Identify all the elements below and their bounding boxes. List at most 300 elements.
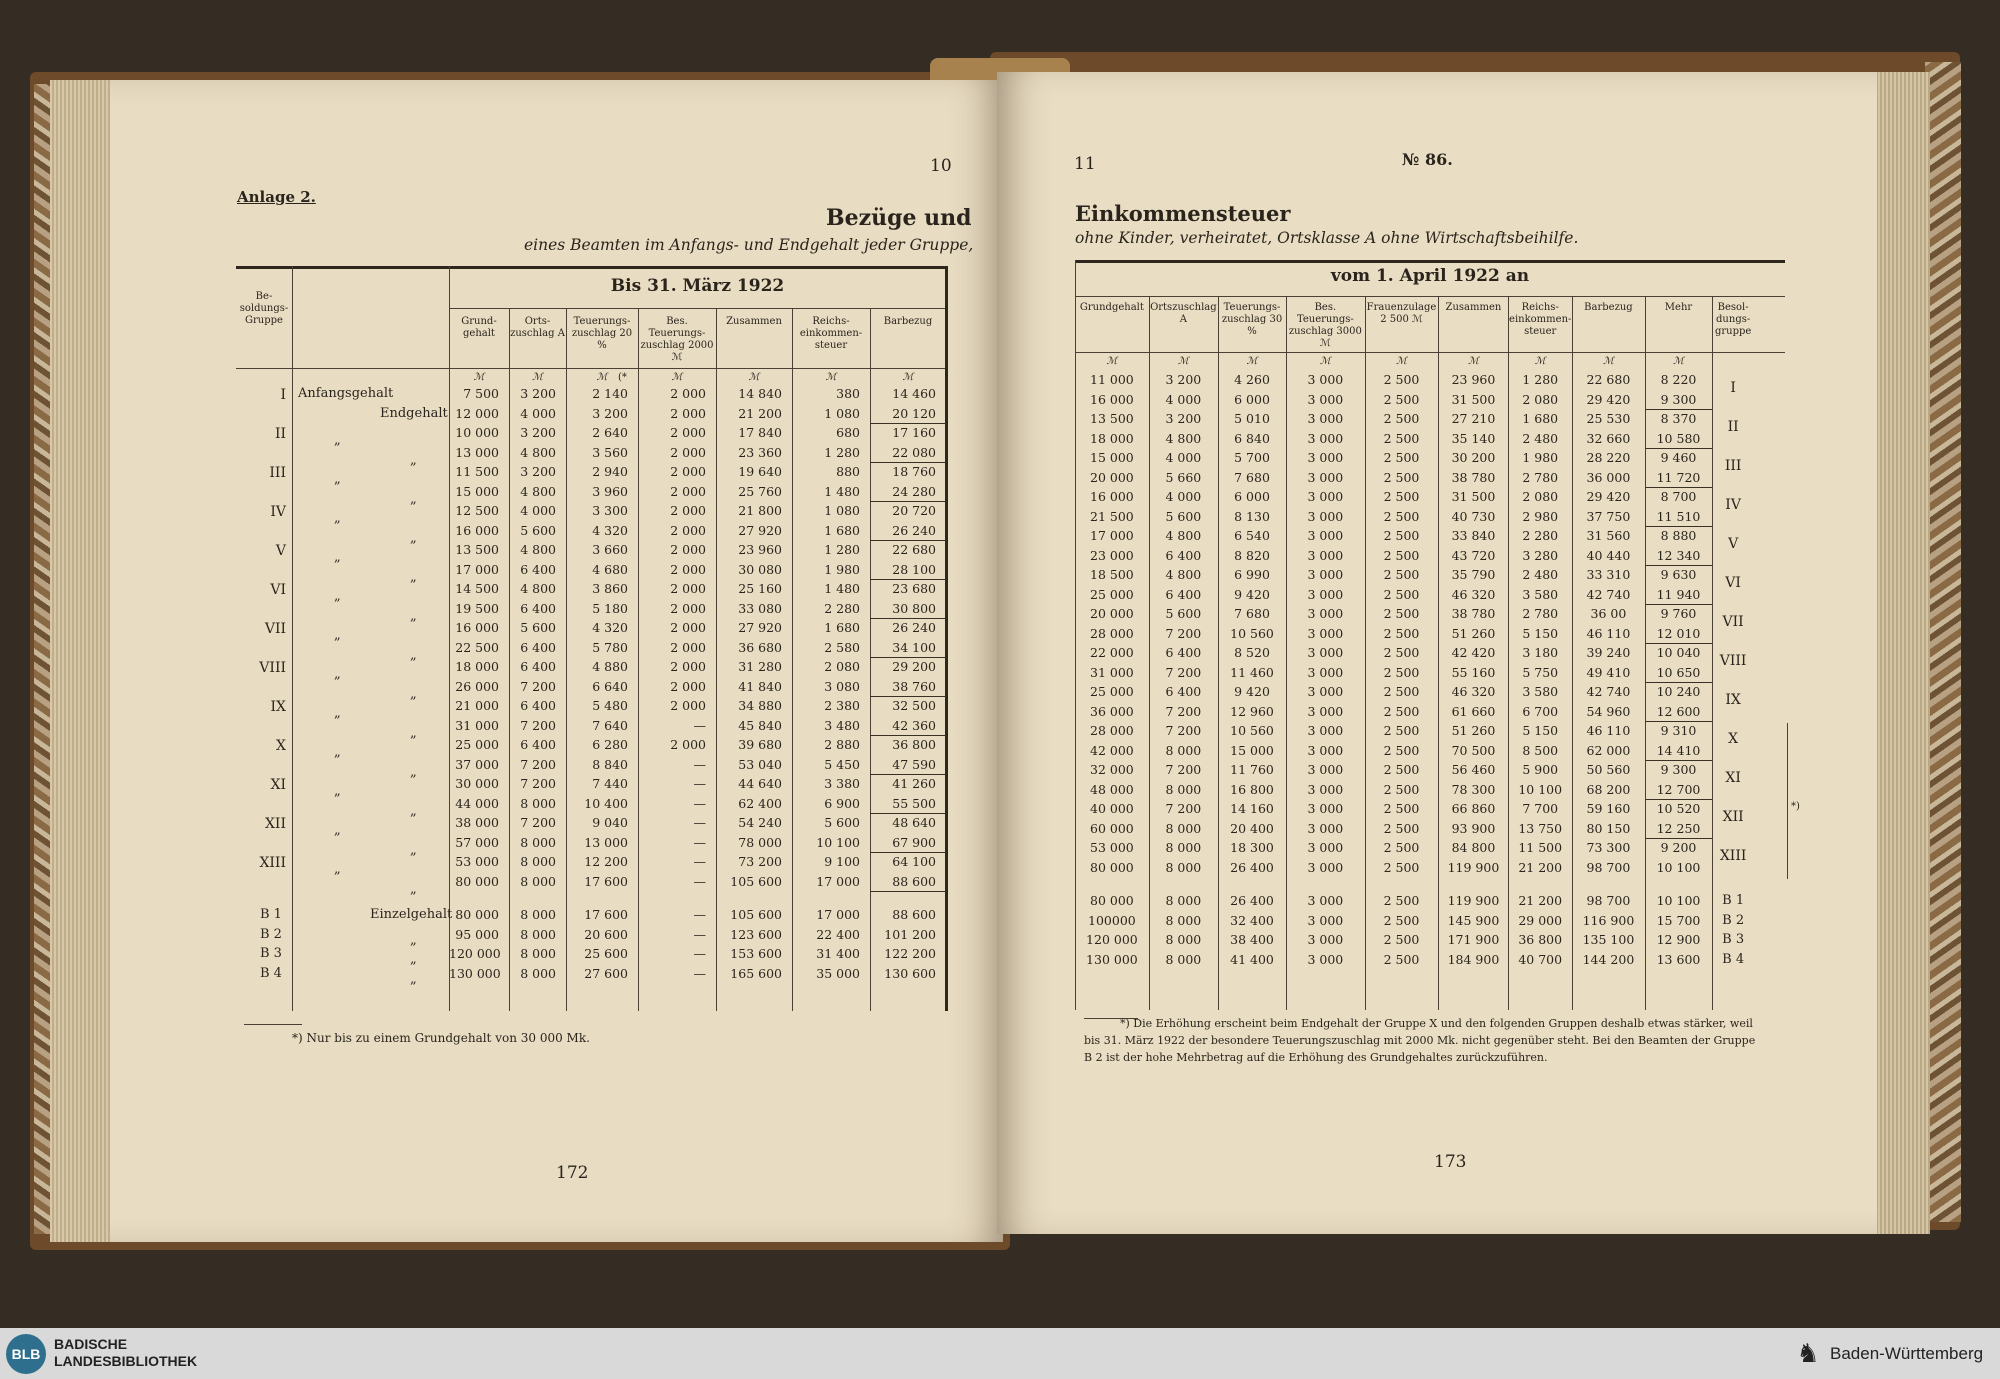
right-table-cell: 7 200: [1165, 723, 1202, 738]
right-mehr-rule: [1645, 604, 1712, 605]
left-table-cell: 22 500: [455, 639, 499, 655]
right-b-group: B 3: [1722, 932, 1745, 947]
right-b-group: B 4: [1722, 951, 1745, 967]
right-table-cell: 31 500: [1451, 391, 1496, 407]
right-table-cell: 46 320: [1451, 684, 1496, 699]
right-table-cell: 4 800: [1165, 528, 1202, 543]
right-footnote-line-1: *) Die Erhöhung erscheint beim Endgehalt der Gruppe X und den folgenden Gruppen deshalb etwas stärker, weil: [1120, 1017, 1753, 1030]
right-b-cell: 3 000: [1307, 932, 1344, 947]
right-table-cell: 6 000: [1234, 489, 1270, 504]
right-table-cell: 6 400: [1165, 586, 1202, 602]
left-ditto: „: [334, 784, 341, 799]
left-table-cell: 3 480: [824, 717, 860, 733]
left-table-cell: 2 000: [670, 444, 706, 460]
left-barbezug-rule: [870, 852, 946, 853]
left-table-cell: 4 800: [520, 581, 556, 596]
left-table-cell: 8 840: [592, 756, 628, 772]
right-table-cell: 2 980: [1522, 508, 1559, 524]
right-b-cell: 98 700: [1586, 893, 1631, 908]
left-b-cell: 153 600: [730, 946, 782, 961]
left-table-cell: 38 000: [455, 815, 499, 830]
left-table-cell: 2 580: [824, 639, 860, 655]
left-table-cell: —: [693, 776, 706, 791]
right-table-cell: 11 940: [1656, 586, 1701, 602]
left-b-group: B 2: [260, 926, 282, 942]
right-table-cell: 6 990: [1234, 567, 1270, 582]
left-table-cell: 9 100: [824, 854, 860, 869]
right-table-cell: 11 000: [1090, 372, 1134, 387]
left-table-cell: —: [693, 756, 706, 772]
library-name[interactable]: [54, 1336, 197, 1370]
left-table-cell: 2 000: [670, 503, 706, 518]
right-table-cell: 16 000: [1090, 391, 1134, 407]
right-table-cell: 15 000: [1090, 450, 1134, 465]
right-table-cell: 2 480: [1522, 567, 1559, 582]
left-table-cell: 25 000: [455, 737, 499, 752]
right-table-col-rule: [1712, 296, 1713, 1010]
left-table-cell: 3 300: [592, 503, 628, 518]
left-ditto: „: [334, 667, 341, 682]
right-table-cell: 8 000: [1165, 742, 1202, 758]
state-crest-icon[interactable]: ♞: [1796, 1339, 1820, 1369]
right-unit-mark: ℳ: [1603, 356, 1614, 367]
left-table-cell: 2 000: [670, 581, 706, 596]
right-table-cell: 12 600: [1656, 703, 1701, 719]
right-footnote-line-2: bis 31. März 1922 der besondere Teuerungszuschlag mit 2000 Mk. nicht gegenüber steht. Bei den Beamten der Gruppe: [1084, 1034, 1756, 1047]
left-b-cell: 31 400: [816, 946, 860, 961]
right-table-cell: 12 010: [1656, 625, 1701, 641]
left-table-cell: —: [693, 873, 706, 889]
left-table-cell: 5 780: [592, 639, 628, 655]
left-table-cell: 4 800: [520, 483, 556, 499]
right-table-top-rule: [1075, 260, 1785, 263]
left-table-cell: 28 100: [892, 561, 936, 577]
left-b-group: B 1: [260, 907, 282, 922]
right-table-cell: 42 000: [1090, 742, 1134, 758]
right-table-cell: 2 500: [1383, 547, 1420, 563]
right-table-cell: 36 000: [1586, 469, 1631, 485]
left-ditto: „: [334, 472, 341, 487]
left-table-cell: 41 840: [738, 678, 782, 694]
left-unit-mark: ℳ: [671, 372, 683, 383]
right-table-cell: 6 540: [1234, 528, 1270, 543]
left-table-cell: 31 000: [455, 717, 499, 733]
right-table-cell: 5 900: [1522, 762, 1559, 777]
right-group-numeral: III: [1724, 458, 1742, 474]
left-table-cell: 21 000: [455, 698, 499, 713]
left-table-cell: 12 200: [584, 854, 628, 869]
right-b-cell: 8 000: [1165, 932, 1202, 947]
left-table-cell: 2 000: [670, 600, 706, 616]
left-table-cell: 105 600: [730, 873, 782, 889]
right-bracket-star: *): [1791, 801, 1800, 812]
left-table-cell: 4 800: [520, 542, 556, 557]
left-table-cell: 9 040: [592, 815, 628, 830]
right-table-cell: 15 000: [1230, 742, 1274, 758]
right-table-cell: 8 500: [1522, 742, 1559, 758]
right-table-cell: 2 500: [1383, 489, 1420, 504]
left-table-cell: 2 000: [670, 620, 706, 635]
right-table-cell: 2 500: [1383, 664, 1420, 680]
left-table-cell: 2 000: [670, 737, 706, 752]
left-table-cell: 2 000: [670, 698, 706, 713]
right-page-number: 173: [1434, 1152, 1467, 1172]
left-table-cell: 2 000: [670, 561, 706, 577]
left-table-cell: 2 000: [670, 425, 706, 440]
left-table-cell: 6 400: [520, 659, 556, 674]
right-table-cell: 38 780: [1451, 469, 1496, 485]
left-unit-mark: ℳ: [473, 372, 485, 383]
right-table-cell: 3 000: [1307, 508, 1344, 524]
right-unit-mark: ℳ: [1178, 356, 1189, 367]
right-table-cell: 9 310: [1660, 723, 1697, 738]
right-table-cell: 61 660: [1451, 703, 1496, 719]
right-unit-mark: ℳ: [1468, 356, 1479, 367]
left-barbezug-rule: [870, 540, 946, 541]
right-table-cell: 46 320: [1451, 586, 1496, 602]
left-ditto: „: [334, 862, 341, 877]
left-table-cell: 3 960: [592, 483, 628, 499]
left-label-einzel: Einzelgehalt: [370, 907, 453, 922]
left-table-cell: 41 260: [892, 776, 936, 791]
left-table-cell: 20 720: [892, 503, 936, 518]
left-table-cell: 26 000: [455, 678, 499, 694]
right-b-cell: 144 200: [1582, 951, 1635, 967]
right-table-cell: 4 800: [1165, 430, 1202, 446]
right-table-cell: 3 000: [1307, 586, 1344, 602]
left-table-cell: 53 040: [738, 756, 782, 772]
right-table-cell: 6 840: [1234, 430, 1270, 446]
left-table-cell: 4 320: [592, 522, 628, 538]
left-table-cell: 22 680: [892, 542, 936, 557]
right-group-numeral: XIII: [1719, 848, 1747, 864]
right-table-cell: 2 780: [1522, 469, 1559, 485]
right-table-cell: 38 780: [1451, 606, 1496, 621]
left-barbezug-rule: [870, 813, 946, 814]
right-table-cell: 12 250: [1656, 820, 1701, 836]
left-table-cell: 3 560: [592, 444, 628, 460]
left-b-cell: 122 200: [884, 946, 936, 961]
right-table-cell: 3 000: [1307, 528, 1344, 543]
left-col-header: Zusammen: [726, 316, 782, 327]
left-corner-number: 10: [930, 156, 952, 176]
right-table-cell: 42 740: [1586, 586, 1631, 602]
left-table-cell: —: [693, 854, 706, 869]
right-table-cell: 3 000: [1307, 489, 1344, 504]
left-table-cell: 36 800: [892, 737, 936, 752]
left-table-cell: 7 440: [592, 776, 628, 791]
left-table-cell: 17 840: [738, 425, 782, 440]
right-table-cell: 2 280: [1522, 528, 1559, 543]
right-table-cell: 3 000: [1307, 606, 1344, 621]
left-table-cell: 2 000: [670, 483, 706, 499]
right-table-cell: 51 260: [1451, 625, 1496, 641]
left-b-cell: —: [693, 946, 706, 961]
left-table-cell: 1 480: [824, 483, 860, 499]
right-col-header: Teuerungs-zuschlag 30 %: [1221, 302, 1283, 337]
right-table-cell: 1 680: [1522, 411, 1559, 426]
right-group-numeral: IV: [1725, 497, 1741, 513]
right-table-cell: 3 000: [1307, 840, 1344, 855]
left-col-header: Reichs-einkommen-steuer: [799, 316, 863, 351]
left-table-cell: 34 100: [892, 639, 936, 655]
right-table-cell: 3 000: [1307, 703, 1344, 719]
right-table-cell: 21 200: [1518, 859, 1563, 875]
right-bracket: [1787, 723, 1788, 879]
left-table-cell: 21 800: [738, 503, 782, 518]
right-table-cell: 46 110: [1586, 625, 1631, 641]
left-table-cell: 17 160: [892, 425, 936, 440]
left-b-cell: —: [693, 926, 706, 942]
left-b-cell: 8 000: [520, 926, 556, 942]
left-ditto: „: [410, 647, 417, 663]
left-barbezug-rule: [870, 618, 946, 619]
right-unit-mark: ℳ: [1673, 356, 1684, 367]
left-unit-mark: ℳ: [748, 372, 760, 383]
library-name-line-2: LANDESBIBLIOTHEK: [54, 1353, 198, 1369]
right-table-cell: 2 500: [1383, 567, 1420, 582]
left-table-cell: 32 500: [892, 698, 936, 713]
right-table-cell: 9 420: [1234, 586, 1270, 602]
left-table-cell: 25 160: [738, 581, 782, 596]
left-table-cell: 2 000: [670, 386, 706, 401]
right-table-cell: 2 500: [1383, 508, 1420, 524]
left-table-cell: 6 900: [824, 795, 860, 811]
left-table-cell: 44 000: [455, 795, 499, 811]
left-b-cell: 105 600: [730, 907, 782, 922]
left-table-cell: 7 200: [520, 678, 556, 694]
left-table-cell: 33 080: [738, 600, 782, 616]
right-table-cell: 10 100: [1656, 859, 1701, 875]
left-ditto: „: [334, 550, 341, 565]
right-table-cell: 4 000: [1165, 450, 1202, 465]
right-table-cell: 2 080: [1522, 391, 1559, 407]
right-group-numeral: X: [1728, 731, 1739, 747]
left-group-numeral: IX: [270, 699, 286, 715]
left-col-header: Bes. Teuerungs-zuschlag 2000 ℳ: [640, 316, 714, 363]
left-table-cell: 80 000: [455, 873, 499, 889]
left-table-cell: 3 200: [520, 464, 556, 479]
left-table-cell: 2 280: [824, 600, 860, 616]
right-table-cell: 18 500: [1090, 567, 1134, 582]
right-table-cell: 51 260: [1451, 723, 1496, 738]
left-table-cell: 16 000: [455, 620, 499, 635]
right-table-cell: 54 960: [1586, 703, 1631, 719]
left-group-numeral: IV: [270, 504, 286, 520]
right-table-cell: 3 000: [1307, 411, 1344, 426]
left-table-cell: 6 640: [592, 678, 628, 694]
right-unit-mark: ℳ: [1106, 356, 1118, 367]
right-table-cell: 3 000: [1307, 567, 1344, 582]
right-table-cell: 25 530: [1586, 411, 1631, 426]
left-table-cell: 2 000: [670, 405, 706, 421]
left-table-cell: 4 800: [520, 444, 556, 460]
left-table-cell: 2 000: [670, 522, 706, 538]
left-table-cell: 30 080: [738, 561, 782, 577]
right-table-cell: 56 460: [1451, 762, 1496, 777]
left-table-cell: 880: [836, 464, 860, 479]
left-ditto: „: [410, 725, 417, 741]
left-table-cell: 18 000: [455, 659, 499, 674]
state-name[interactable]: Baden-Württemberg: [1830, 1344, 1984, 1363]
right-table-cell: 2 500: [1383, 723, 1420, 738]
right-table-cell: 5 750: [1522, 664, 1559, 680]
right-b-cell: 3 000: [1307, 912, 1344, 928]
left-table-cell: 55 500: [892, 795, 936, 811]
left-table-cell: 1 280: [824, 542, 860, 557]
right-table-cell: 3 000: [1307, 645, 1344, 660]
blb-logo-icon[interactable]: BLB: [6, 1334, 46, 1374]
right-table-cell: 8 220: [1660, 372, 1697, 387]
left-table-period-rule: [449, 308, 946, 309]
right-table-cell: 36 00: [1590, 606, 1627, 621]
left-table-cell: 31 280: [738, 659, 782, 674]
right-table-cell: 80 150: [1586, 820, 1631, 836]
right-table-cell: 3 200: [1165, 372, 1202, 387]
right-table-cell: 32 000: [1090, 762, 1134, 777]
left-b-cell: 35 000: [816, 965, 860, 981]
right-table-cell: 30 200: [1451, 450, 1496, 465]
right-table-cell: 29 420: [1586, 489, 1631, 504]
right-table-cell: 7 200: [1165, 625, 1202, 641]
right-table-cell: 1 280: [1522, 372, 1559, 387]
left-table-cell: —: [693, 717, 706, 733]
right-table-cell: 10 560: [1230, 723, 1274, 738]
right-b-cell: 21 200: [1518, 893, 1563, 908]
right-table-cell: 42 740: [1586, 684, 1631, 699]
right-table-cell: 2 500: [1383, 606, 1420, 621]
left-b-cell: 20 600: [584, 926, 628, 942]
right-table-cell: 22 680: [1586, 372, 1631, 387]
left-table-cell: 380: [836, 386, 860, 401]
right-b-cell: 12 900: [1656, 932, 1701, 947]
left-table-cell: 26 240: [892, 522, 936, 538]
left-table-cell: 3 200: [592, 405, 628, 421]
right-b-cell: 8 000: [1165, 893, 1202, 908]
right-table-cell: 39 240: [1586, 645, 1631, 660]
left-ditto: „: [410, 569, 417, 585]
left-table-cell: 1 080: [824, 405, 860, 421]
right-table-cell: 6 400: [1165, 645, 1202, 660]
right-table-cell: 2 500: [1383, 840, 1420, 855]
right-table-cell: 6 700: [1522, 703, 1559, 719]
left-table-cell: 6 400: [520, 600, 556, 616]
right-mehr-rule: [1645, 448, 1712, 449]
left-table-cell: 25 760: [738, 483, 782, 499]
left-group-numeral: I: [280, 387, 286, 403]
left-group-numeral: XII: [264, 816, 286, 832]
left-b-cell: 8 000: [520, 946, 556, 961]
right-table-cell: 9 630: [1660, 567, 1697, 582]
left-table-cell: 8 000: [520, 854, 556, 869]
right-table-cell: 4 260: [1234, 372, 1270, 387]
left-table-cell: 5 180: [592, 600, 628, 616]
left-subtitle: eines Beamten im Anfangs- und Endgehalt jeder Gruppe,: [524, 236, 974, 254]
left-table-cell: 10 000: [455, 425, 499, 440]
left-table-cell: —: [693, 834, 706, 850]
left-table-cell: 5 480: [592, 698, 628, 713]
right-table-cell: 5 150: [1522, 723, 1559, 738]
right-table-cell: 10 560: [1230, 625, 1274, 641]
right-table-cell: 8 000: [1165, 859, 1202, 875]
right-table-cell: 5 600: [1165, 606, 1202, 621]
left-table-cell: 3 660: [592, 542, 628, 557]
right-table-cell: 13 500: [1090, 411, 1134, 426]
left-star-mark: (*: [618, 372, 627, 383]
left-ditto: „: [410, 803, 417, 819]
right-table-cell: 35 790: [1451, 567, 1496, 582]
right-col-header: Bes. Teuerungs-zuschlag 3000 ℳ: [1288, 302, 1362, 349]
right-table-cell: 28 000: [1090, 723, 1134, 738]
left-table-cell: 11 500: [455, 464, 499, 479]
right-table-cell: 23 000: [1090, 547, 1134, 563]
right-table-cell: 20 000: [1090, 469, 1134, 485]
left-ditto: „: [410, 491, 417, 507]
right-mehr-rule: [1645, 565, 1712, 566]
right-table-cell: 2 500: [1383, 586, 1420, 602]
right-table-cell: 33 310: [1586, 567, 1631, 582]
right-table-period-rule: [1075, 296, 1785, 297]
right-b-cell: 80 000: [1090, 893, 1134, 908]
right-table-cell: 16 000: [1090, 489, 1134, 504]
right-table-cell: 10 100: [1518, 781, 1563, 797]
right-table-cell: 37 750: [1586, 508, 1631, 524]
left-ditto: „: [334, 745, 341, 760]
left-b-cell: 101 200: [884, 926, 936, 942]
right-table-cell: 13 750: [1518, 820, 1563, 836]
left-table-cell: 680: [836, 425, 860, 440]
left-table-cell: 7 640: [592, 717, 628, 733]
left-table-cell: 22 080: [892, 444, 936, 460]
left-table-cell: 7 200: [520, 776, 556, 791]
right-table-cell: 2 780: [1522, 606, 1559, 621]
page-edges-right: [1870, 72, 1930, 1234]
left-group-numeral: VII: [264, 621, 286, 637]
right-table-cell: 4 000: [1165, 489, 1202, 504]
right-table-cell: 66 860: [1451, 801, 1496, 816]
right-table-cell: 2 500: [1383, 625, 1420, 641]
right-table-cell: 3 000: [1307, 742, 1344, 758]
left-ditto: „: [334, 823, 341, 838]
right-table-cell: 3 280: [1522, 547, 1559, 563]
right-table-cell: 2 500: [1383, 645, 1420, 660]
left-table-cell: 1 480: [824, 581, 860, 596]
right-mehr-rule: [1645, 409, 1712, 410]
left-table-cell: 2 000: [670, 659, 706, 674]
right-table-cell: 4 800: [1165, 567, 1202, 582]
left-table-cell: 12 500: [455, 503, 499, 518]
right-subtitle: ohne Kinder, verheiratet, Ortsklasse A ohne Wirtschaftsbeihilfe.: [1075, 229, 1579, 247]
right-period-heading: vom 1. April 1922 an: [1330, 266, 1530, 286]
right-table-cell: 3 000: [1307, 625, 1344, 641]
right-mehr-rule: [1645, 643, 1712, 644]
left-table-cell: 1 280: [824, 444, 860, 460]
left-table-cell: 15 000: [455, 483, 499, 499]
right-b-cell: 184 900: [1447, 951, 1500, 967]
right-table-cell: 4 000: [1165, 391, 1202, 407]
right-unit-mark: ℳ: [1534, 356, 1546, 367]
right-table-cell: 8 000: [1165, 840, 1202, 855]
left-table-cell: 4 680: [592, 561, 628, 577]
right-table-cell: 8 520: [1234, 645, 1270, 660]
left-table-cell: 2 880: [824, 737, 860, 752]
left-barbezug-rule: [870, 579, 946, 580]
right-col-header: Mehr: [1664, 302, 1693, 313]
right-table-cell: 6 000: [1234, 391, 1270, 407]
left-table-cell: 7 200: [520, 815, 556, 830]
left-table-cell: 88 600: [892, 873, 936, 889]
right-mehr-rule: [1645, 526, 1712, 527]
